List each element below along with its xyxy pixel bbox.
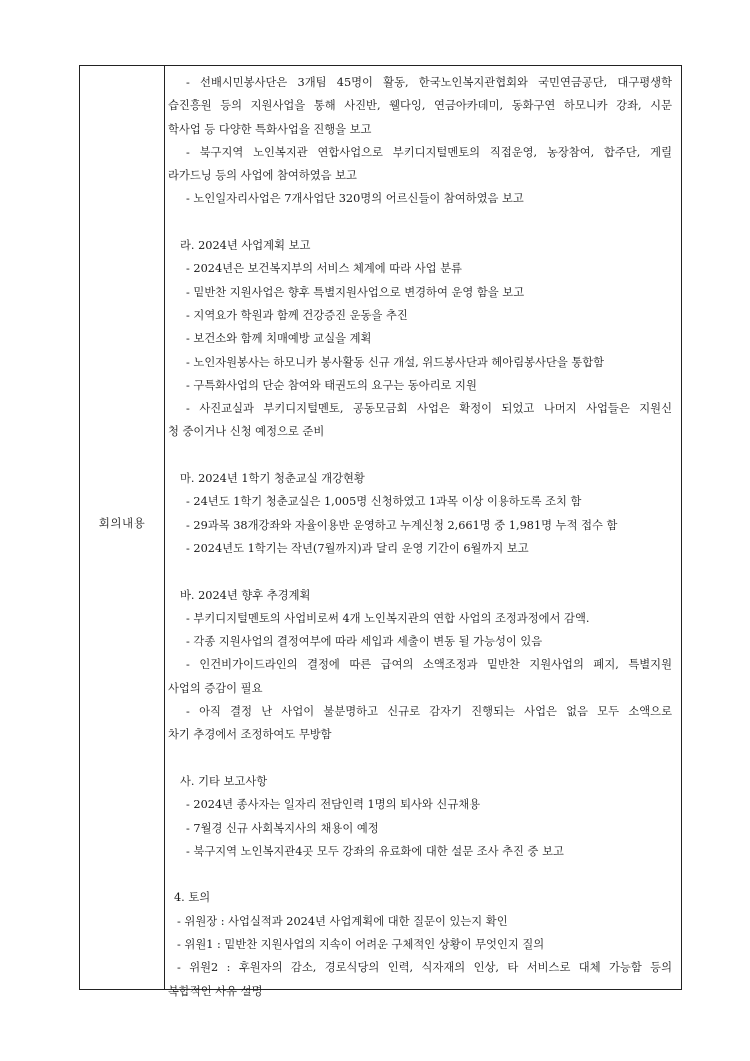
content-line: - 2024년도 1학기는 작년(7월까지)과 달리 운영 기간이 6월까지 보고 — [186, 541, 529, 555]
content-line: - 구특화사업의 단순 참여와 태권도의 요구는 동아리로 지원 — [186, 378, 477, 392]
content-line: - 위원장 : 사업실적과 2024년 사업계획에 대한 질문이 있는지 확인 — [177, 914, 508, 928]
content-line: - 인건비가이드라인의 결정에 따른 급여의 소액조정과 밑반찬 지원사업의 폐지, 특별지원 — [186, 658, 672, 672]
content-line: - 북구지역 노인복지관4곳 모두 강좌의 유료화에 대한 설문 조사 추진 중 보고 — [186, 844, 564, 858]
blank-line — [168, 863, 672, 886]
content-line: - 위원1 : 밑반찬 지원사업의 지속이 어려운 구체적인 상황이 무엇인지 질의 — [177, 937, 545, 951]
row-label-cell — [80, 66, 165, 989]
content-line: 라가드닝 등의 사업에 참여하였음 보고 — [168, 169, 357, 183]
content-line: - 7월경 신규 사회복지사의 채용이 예정 — [186, 821, 379, 835]
blank-line — [168, 560, 672, 583]
content-line: 습진흥원 등의 지원사업을 통해 사진반, 웰다잉, 연금아카데미, 동화구연 하모니카 강좌, 시문 — [168, 99, 672, 113]
row-label: 회의내용 — [98, 515, 146, 530]
content-line: - 위원2 : 후원자의 감소, 경로식당의 인력, 식자재의 인상, 타 서비스로 대체 가능함 등의 — [177, 961, 672, 975]
meeting-content-cell — [165, 66, 681, 998]
content-line: - 각종 지원사업의 결정여부에 따라 세입과 세출이 변동 될 가능성이 있음 — [186, 635, 543, 649]
section-heading: 4. 토의 — [174, 891, 211, 905]
content-line: - 노인자원봉사는 하모니카 봉사활동 신규 개설, 위드봉사단과 헤아림봉사단을 통합함 — [186, 355, 605, 369]
content-line: - 29과목 38개강좌와 자율이용반 운영하고 누계신청 2,661명 중 1,981명 누적 접수 함 — [186, 518, 618, 532]
content-line: - 2024년은 보건복지부의 서비스 체계에 따라 사업 분류 — [186, 262, 462, 276]
content-line: - 부키디지털멘토의 사업비로써 4개 노인복지관의 연합 사업의 조정과정에서 감액. — [186, 611, 590, 625]
section-heading: 라. 2024년 사업계획 보고 — [180, 239, 311, 253]
blank-line — [168, 211, 672, 234]
content-line: 복합적인 사유 설명 — [168, 984, 263, 998]
meeting-minutes-table — [79, 65, 682, 998]
content-line: - 24년도 1학기 청춘교실은 1,005명 신청하였고 1과목 이상 이용하도록 조치 함 — [186, 495, 582, 509]
content-line: 학사업 등 다양한 특화사업을 진행을 보고 — [168, 122, 372, 136]
content-line: - 밑반찬 지원사업은 향후 특별지원사업으로 변경하여 운영 함을 보고 — [186, 285, 525, 299]
content-line: 사업의 증감이 필요 — [168, 681, 263, 695]
content-line: - 아직 결정 난 사업이 불분명하고 신규로 감자기 진행되는 사업은 없음 모두 소액으로 — [186, 705, 672, 719]
content-line: - 지역요가 학원과 함께 건강증진 운동을 추진 — [186, 308, 408, 322]
blank-line — [168, 747, 672, 770]
content-line: 청 중이거나 신청 예정으로 준비 — [168, 425, 325, 439]
content-line: - 사진교실과 부키디지털멘토, 공동모금회 사업은 확정이 되었고 나머지 사업들은 지원신 — [186, 402, 672, 416]
content-line: - 노인일자리사업은 7개사업단 320명의 어르신들이 참여하였음 보고 — [186, 192, 524, 206]
section-heading: 마. 2024년 1학기 청춘교실 개강현황 — [180, 472, 365, 486]
content-line: - 2024년 종사자는 일자리 전담인력 1명의 퇴사와 신규채용 — [186, 798, 481, 812]
blank-line — [168, 444, 672, 467]
section-heading: 사. 기타 보고사항 — [180, 774, 268, 788]
content-line: - 보건소와 함께 치매예방 교실을 계획 — [186, 332, 372, 346]
content-line: - 선배시민봉사단은 3개팀 45명이 활동, 한국노인복지관협회와 국민연금공단, 대구평생학 — [186, 76, 672, 89]
section-heading: 바. 2024년 향후 추경계획 — [180, 588, 311, 602]
content-line: 차기 추경에서 조정하여도 무방함 — [168, 728, 332, 742]
content-line: - 북구지역 노인복지관 연합사업으로 부키디지털멘토의 직접운영, 농장참여, 합주단, 게릴 — [186, 145, 672, 159]
